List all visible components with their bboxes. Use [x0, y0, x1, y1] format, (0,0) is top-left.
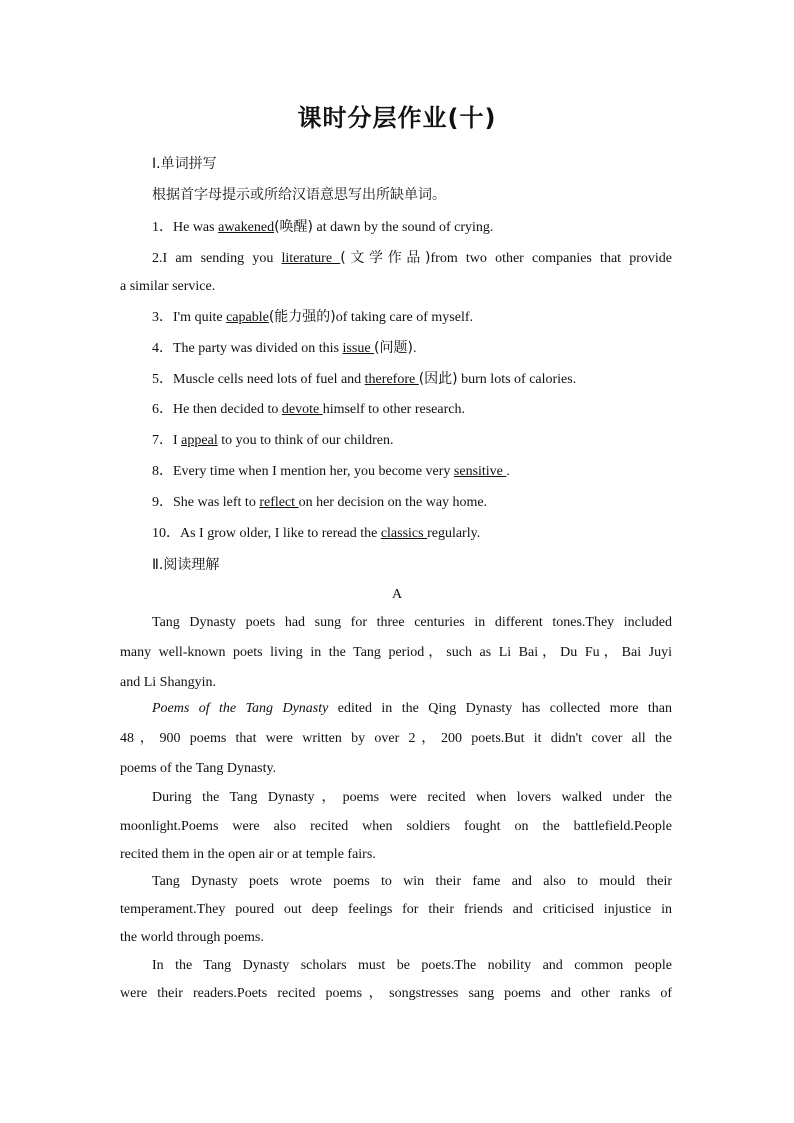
- question-10: 10．As I grow older, I like to reread the classics regularly.: [152, 526, 481, 541]
- question-2-continuation: a similar service.: [120, 279, 216, 294]
- paragraph-3-line-2: moonlight.Poems were also recited when soldiers fought on the battlefield.People: [120, 819, 672, 834]
- paragraph-2-line-3: poems of the Tang Dynasty.: [120, 761, 277, 776]
- answer: therefore: [364, 372, 419, 387]
- answer: appeal: [181, 433, 218, 448]
- answer: reflect: [259, 495, 299, 510]
- paragraph-3-line-3: recited them in the open air or at temple fairs.: [120, 847, 376, 862]
- answer: classics: [380, 526, 428, 541]
- section-2-heading: Ⅱ.阅读理解: [152, 557, 220, 573]
- question-4: 4．The party was divided on this issue (问题).: [152, 340, 417, 356]
- question-9: 9．She was left to reflect on her decision on the way home.: [152, 495, 488, 510]
- question-3: 3．I'm quite capable(能力强的)of taking care of myself.: [152, 309, 473, 325]
- question-7: 7．I appeal to you to think of our children.: [152, 433, 394, 448]
- paragraph-4-line-3: the world through poems.: [120, 930, 264, 945]
- passage-label: A: [391, 587, 403, 602]
- question-number: 4．: [152, 341, 173, 356]
- question-5: 5．Muscle cells need lots of fuel and therefore (因此) burn lots of calories.: [152, 371, 577, 387]
- answer: issue: [342, 341, 375, 356]
- question-number: 1．: [152, 220, 173, 235]
- paragraph-5-line-1: In the Tang Dynasty scholars must be poets.The nobility and common people: [152, 958, 672, 973]
- paragraph-1-line-2: many well-known poets living in the Tang period，such as Li Bai，Du Fu，Bai Juyi: [120, 645, 672, 660]
- question-number: 7．: [152, 433, 173, 448]
- section-1-heading: Ⅰ.单词拼写: [152, 156, 217, 172]
- question-number: 5．: [152, 372, 173, 387]
- paragraph-2-line-1: Poems of the Tang Dynasty edited in the Qing Dynasty has collected more than: [152, 701, 672, 716]
- question-1: 1．He was awakened(唤醒) at dawn by the sound of crying.: [152, 219, 494, 235]
- question-number: 10．: [152, 526, 180, 541]
- question-number: 9．: [152, 495, 173, 510]
- answer: awakened: [218, 220, 275, 235]
- page-title: 课时分层作业(十): [297, 104, 497, 132]
- paragraph-5-line-2: were their readers.Poets recited poems，songstresses sang poems and other ranks of: [120, 986, 672, 1001]
- answer: capable: [226, 310, 269, 325]
- paragraph-1-line-3: and Li Shangyin.: [120, 675, 217, 690]
- paragraph-4-line-2: temperament.They poured out deep feelings for their friends and criticised injustice in: [120, 902, 672, 917]
- paragraph-4-line-1: Tang Dynasty poets wrote poems to win their fame and also to mould their: [152, 874, 672, 889]
- section-1-instruction: 根据首字母提示或所给汉语意思写出所缺单词。: [152, 187, 446, 203]
- paragraph-3-line-1: During the Tang Dynasty，poems were recited when lovers walked under the: [152, 790, 672, 805]
- question-number: 3．: [152, 310, 173, 325]
- question-8: 8．Every time when I mention her, you become very sensitive .: [152, 464, 510, 479]
- answer: sensitive: [453, 464, 507, 479]
- question-6: 6．He then decided to devote himself to other research.: [152, 402, 465, 417]
- answer: literature: [281, 251, 341, 266]
- book-title: Poems of the Tang Dynasty: [152, 701, 329, 716]
- question-number: 8．: [152, 464, 173, 479]
- answer: devote: [281, 402, 323, 417]
- paragraph-2-line-2: 48，900 poems that were written by over 2，200 poets.But it didn't cover all the: [120, 731, 672, 746]
- question-number: 2.: [152, 251, 163, 266]
- paragraph-1-line-1: Tang Dynasty poets had sung for three centuries in different tones.They included: [152, 615, 672, 630]
- question-number: 6．: [152, 402, 173, 417]
- question-2: 2.I am sending you literature (文学作品)from two other companies that provide: [152, 250, 672, 266]
